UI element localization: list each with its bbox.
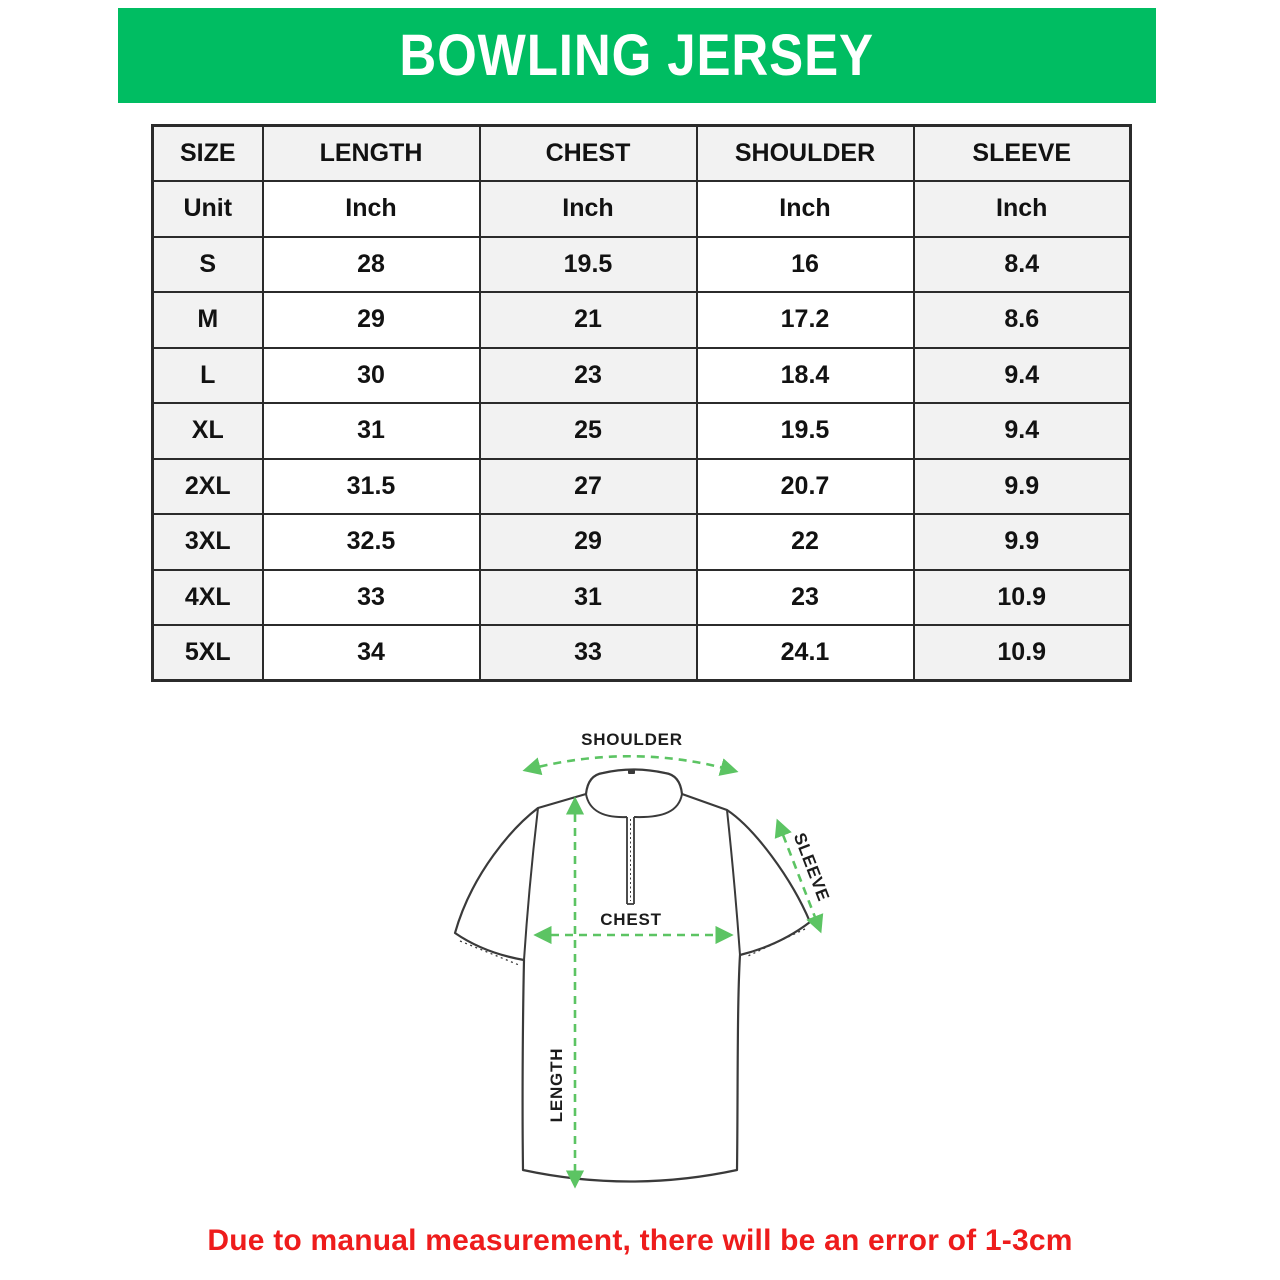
title-banner — [118, 8, 1156, 103]
table-row — [153, 459, 1131, 515]
shoulder-label: SHOULDER — [581, 730, 683, 749]
length-cell: 33 — [263, 570, 480, 626]
table-row — [153, 237, 1131, 293]
column-header-length: LENGTH — [263, 126, 480, 182]
chest-cell: 33 — [480, 625, 697, 681]
table-row — [153, 348, 1131, 404]
jersey-diagram-svg — [420, 715, 880, 1207]
shoulder-cell: 17.2 — [697, 292, 914, 348]
length-cell: 31.5 — [263, 459, 480, 515]
table-row — [153, 625, 1131, 681]
page-title: BOWLING JERSEY — [399, 23, 875, 88]
length-label: LENGTH — [547, 1047, 566, 1123]
size-label-cell: S — [153, 237, 263, 293]
measurement-disclaimer: Due to manual measurement, there will be an error of 1-3cm — [207, 1224, 1073, 1257]
table-row — [153, 403, 1131, 459]
sleeve-cell: 9.9 — [914, 514, 1131, 570]
size-label-cell: 2XL — [153, 459, 263, 515]
size-label-cell: 4XL — [153, 570, 263, 626]
chest-cell: 21 — [480, 292, 697, 348]
length-cell: 29 — [263, 292, 480, 348]
chest-cell: 19.5 — [480, 237, 697, 293]
table-body — [153, 181, 1131, 681]
sleeve-cell: 9.4 — [914, 348, 1131, 404]
header-row — [153, 126, 1131, 182]
chest-cell: 23 — [480, 348, 697, 404]
shoulder-cell: 22 — [697, 514, 914, 570]
column-header-sleeve: SLEEVE — [914, 126, 1131, 182]
shoulder-cell: 23 — [697, 570, 914, 626]
column-header-size: SIZE — [153, 126, 263, 182]
shoulder-cell: 19.5 — [697, 403, 914, 459]
sleeve-cell: 8.6 — [914, 292, 1131, 348]
sleeve-cell: 9.4 — [914, 403, 1131, 459]
length-cell: 28 — [263, 237, 480, 293]
sleeve-cell: 10.9 — [914, 570, 1131, 626]
sleeve-cell: 9.9 — [914, 459, 1131, 515]
column-header-shoulder: SHOULDER — [697, 126, 914, 182]
table-row — [153, 570, 1131, 626]
chest-cell: 29 — [480, 514, 697, 570]
measurement-diagram — [420, 715, 880, 1207]
length-cell: Inch — [263, 181, 480, 237]
table-row — [153, 292, 1131, 348]
sleeve-cell: 10.9 — [914, 625, 1131, 681]
size-chart-table — [151, 124, 1132, 682]
length-cell: 30 — [263, 348, 480, 404]
shoulder-cell: 16 — [697, 237, 914, 293]
sleeve-label: SLEEVE — [789, 830, 834, 905]
length-cell: 32.5 — [263, 514, 480, 570]
sleeve-cell: 8.4 — [914, 237, 1131, 293]
length-cell: 34 — [263, 625, 480, 681]
chest-cell: 31 — [480, 570, 697, 626]
chest-cell: 25 — [480, 403, 697, 459]
size-label-cell: XL — [153, 403, 263, 459]
size-label-cell: L — [153, 348, 263, 404]
size-label-cell: M — [153, 292, 263, 348]
column-header-chest: CHEST — [480, 126, 697, 182]
size-label-cell: 3XL — [153, 514, 263, 570]
table-row — [153, 514, 1131, 570]
chest-label: CHEST — [600, 910, 662, 929]
jersey-outline — [455, 770, 810, 1182]
sleeve-cell: Inch — [914, 181, 1131, 237]
size-label-cell: Unit — [153, 181, 263, 237]
size-label-cell: 5XL — [153, 625, 263, 681]
shoulder-cell: 20.7 — [697, 459, 914, 515]
chest-cell: 27 — [480, 459, 697, 515]
chest-cell: Inch — [480, 181, 697, 237]
length-cell: 31 — [263, 403, 480, 459]
shoulder-cell: 18.4 — [697, 348, 914, 404]
shoulder-cell: 24.1 — [697, 625, 914, 681]
shoulder-cell: Inch — [697, 181, 914, 237]
table-row — [153, 181, 1131, 237]
zipper-pull — [628, 769, 635, 774]
